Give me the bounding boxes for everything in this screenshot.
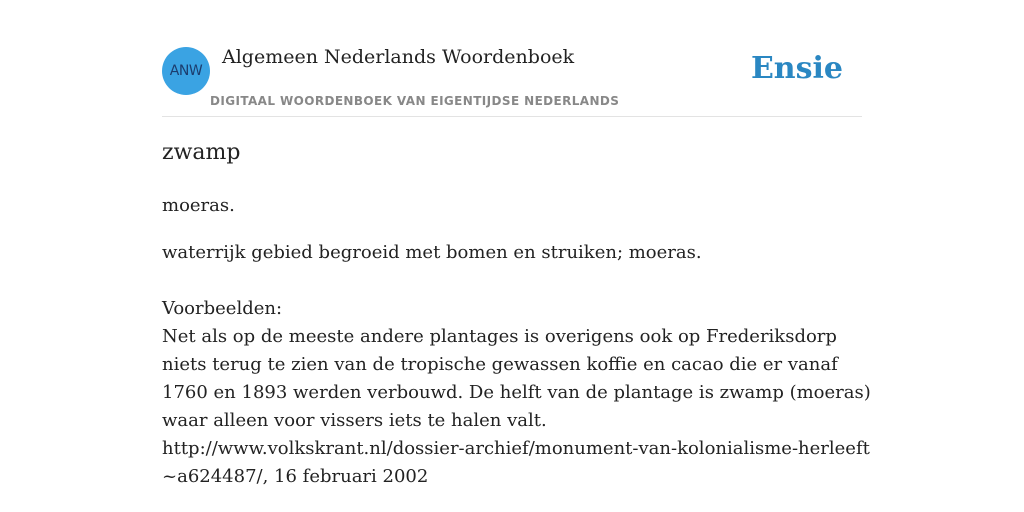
ensie-brand-logo[interactable]: Ensie <box>750 51 843 86</box>
example-text: Net als op de meeste andere plantages is overigens ook op Frederiksdorp niets terug te zien van de tropische gewassen koffie en cacao die er vanaf 1760 en 1893 werden verbouwd. De helft van de plantage is zwamp (moeras) waar alleen voor vissers iets te halen valt. <box>162 326 871 431</box>
dictionary-subtitle: DIGITAAL WOORDENBOEK VAN EIGENTIJDSE NEDERLANDS <box>210 94 620 108</box>
example-source: http://www.volkskrant.nl/dossier-archief/monument-van-kolonialisme-herleeft~a624487/, 16 februari 2002 <box>162 438 870 487</box>
page <box>162 0 871 487</box>
site-header <box>162 0 862 117</box>
examples-section <box>162 295 882 491</box>
short-definition: moeras. <box>162 195 235 216</box>
examples-label: Voorbeelden: <box>162 298 283 319</box>
anw-logo[interactable]: ANW <box>162 47 210 95</box>
headword: zwamp <box>162 140 241 165</box>
dictionary-title[interactable]: Algemeen Nederlands Woordenboek <box>222 46 575 68</box>
long-definition: waterrijk gebied begroeid met bomen en struiken; moeras. <box>162 242 702 263</box>
